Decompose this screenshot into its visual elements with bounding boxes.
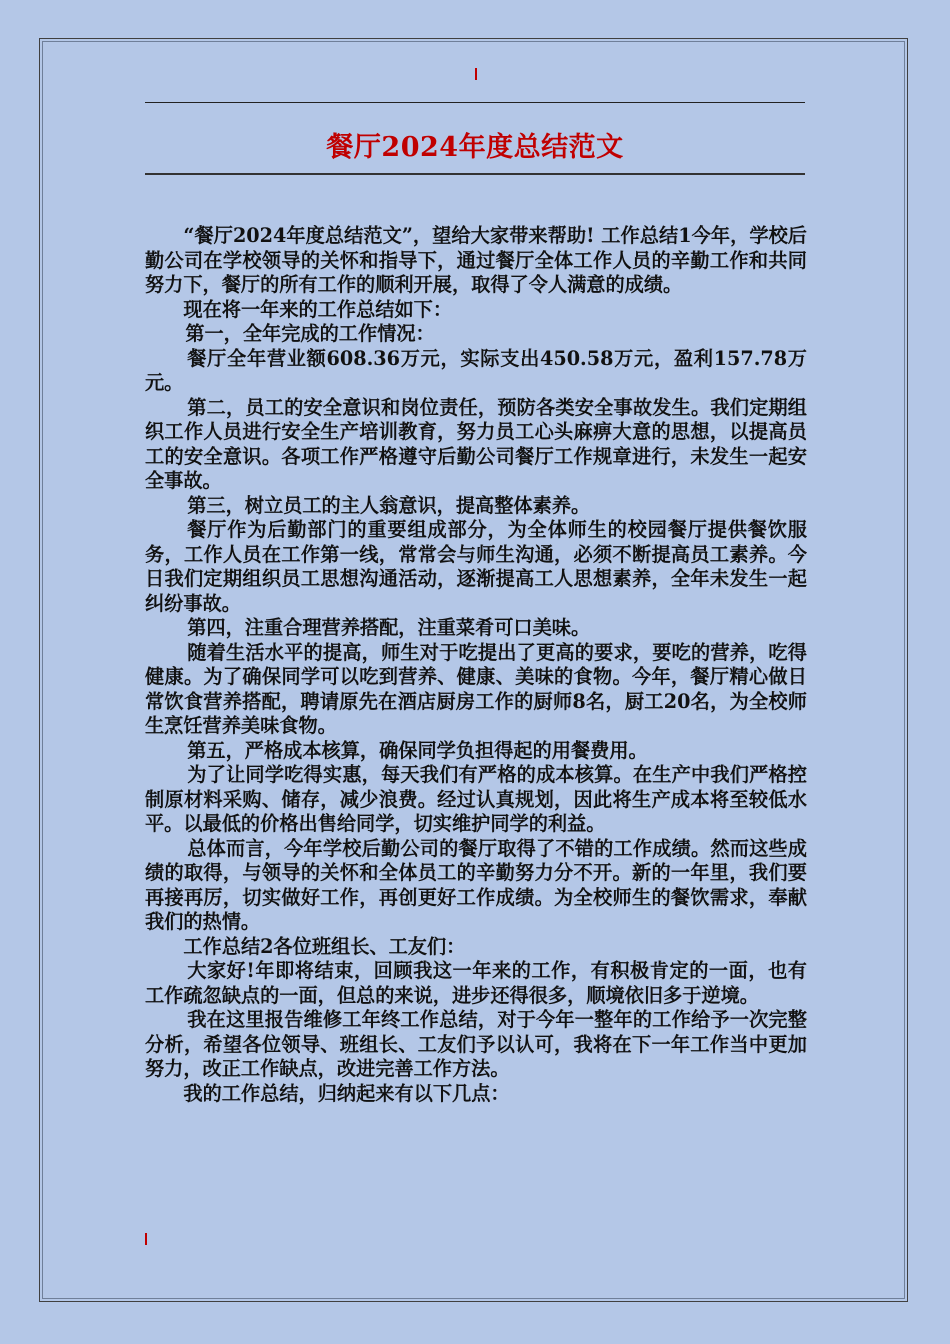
paragraph-heading-third: 第三，树立员工的主人翁意识，提高整体素养。 — [187, 493, 591, 517]
title-underline — [145, 173, 805, 175]
paragraph-cost-control: 为了让同学吃得实惠，每天我们有严格的成本核算。在生产中我们严格控制原材料采购、储存，减少浪费。经过认真规划，因此将生产成本将至较低水平。以最低的价格出售给同学，切实维护同学的利益。 — [145, 763, 807, 835]
paragraph-heading-fourth: 第四，注重合理营养搭配，注重菜肴可口美味。 — [187, 616, 591, 639]
footer-cursor-mark — [145, 1233, 147, 1245]
paragraph-conclusion: 总体而言，今年学校后勤公司的餐厅取得了不错的工作成绩。然而这些成绩的取得，与领导的关怀和全体员工的辛勤努力分不开。新的一年里，我们要再接再厉，切实做好工作，再创更好工作成绩。为全校师生的餐饮需求，奉献我们的热情。 — [145, 836, 807, 933]
paragraph-heading-fifth: 第五，严格成本核算，确保同学负担得起的用餐费用。 — [187, 738, 648, 762]
paragraph-review: 大家好!年即将结束，回顾我这一年来的工作，有积极肯定的一面，也有工作疏忽缺点的一面，但总的来说，进步还得很多，顺境依旧多于逆境。 — [145, 959, 807, 1007]
paragraph-intro: “餐厅2024年度总结范文”，望给大家带来帮助! 工作总结1今年，学校后勤公司在学校领导的关怀和指导下，通过餐厅全体工作人员的辛勤工作和共同努力下，餐厅的所有工作的顺利开展，取得了令人满意的成绩。 — [145, 224, 807, 296]
paragraph-report: 我在这里报告维修工年终工作总结，对于今年一整年的工作给予一次完整分析，希望各位领导、班组长、工友们予以认可，我将在下一年工作当中更加努力，改正工作缺点，改进完善工作方法。 — [145, 1008, 807, 1080]
paragraph-summary-two-greeting: 工作总结2各位班组长、工友们： — [183, 934, 466, 958]
document-title: 餐厅2024年度总结范文 — [326, 132, 624, 163]
paragraph-nutrition: 随着生活水平的提高，师生对于吃提出了更高的要求，要吃的营养，吃得健康。为了确保同学可以吃到营养、健康、美味的食物。今年，餐厅精心做日常饮食营养搭配，聘请原先在酒店厨房工作的厨师8名，厨工20名，为全校师生烹饪营养美味食物。 — [145, 640, 807, 737]
header-cursor-mark — [475, 68, 477, 80]
paragraph-summary-lead: 现在将一年来的工作总结如下： — [183, 297, 453, 321]
document-body — [145, 224, 807, 1106]
paragraph-staff-quality: 餐厅作为后勤部门的重要组成部分，为全体师生的校园餐厅提供餐饮服务，工作人员在工作第一线，常常会与师生沟通，必须不断提高员工素养。今日我们定期组织员工思想沟通活动，逐渐提高工人思想素养，全年未发生一起纠纷事故。 — [145, 518, 807, 615]
header-rule — [145, 102, 805, 103]
paragraph-heading-first: 第一，全年完成的工作情况： — [185, 322, 435, 345]
paragraph-revenue: 餐厅全年营业额608.36万元，实际支出450.58万元，盈利157.78万元。 — [145, 346, 807, 394]
paragraph-safety: 第二，员工的安全意识和岗位责任，预防各类安全事故发生。我们定期组织工作人员进行安全生产培训教育，努力员工心头麻痹大意的思想，以提高员工的安全意识。各项工作严格遵守后勤公司餐厅工作规章进行，未发生一起安全事故。 — [145, 395, 807, 492]
paragraph-points-lead: 我的工作总结，归纳起来有以下几点： — [183, 1081, 510, 1105]
